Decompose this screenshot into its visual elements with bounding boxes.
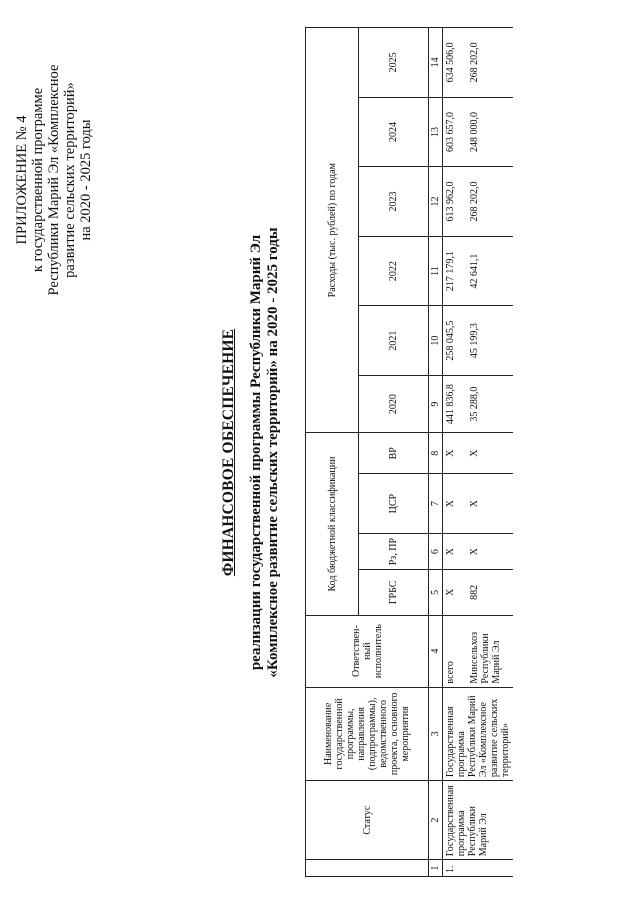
header-grbs: ГРБС	[359, 570, 429, 616]
header-csr: ЦСР	[359, 474, 429, 534]
header-row-1	[306, 28, 359, 877]
row-value: 634 506,0	[443, 28, 468, 98]
header-year: 2025	[359, 28, 429, 98]
header-executor: Ответствен-ный исполнитель	[306, 615, 429, 687]
header-rz-pr: Рз, ПР	[359, 534, 429, 570]
header-expenses: Расходы (тыс. рублей) по годам	[306, 28, 359, 433]
row-value: 441 836,8	[443, 375, 468, 433]
row-value: 268 202,0	[467, 28, 513, 98]
annex-line-5: на 2020 - 2025 годы	[78, 119, 94, 241]
row-value: 35 288,0	[467, 375, 513, 433]
row-grbs: 882	[467, 570, 513, 616]
column-number: 13	[429, 97, 443, 167]
row-value: 268 202,0	[467, 167, 513, 237]
header-year: 2021	[359, 306, 429, 376]
header-year: 2023	[359, 167, 429, 237]
row-rz-pr: Х	[467, 534, 513, 570]
document-subtitle-line-2: «Комплексное развитие сельских территорий» на 2020 - 2025 годы	[265, 227, 281, 678]
row-value: 45 199,3	[467, 306, 513, 376]
table-row	[443, 28, 468, 877]
row-grbs: Х	[443, 570, 468, 616]
column-number: 3	[429, 687, 443, 781]
column-number: 2	[429, 781, 443, 860]
column-number: 12	[429, 167, 443, 237]
column-number: 14	[429, 28, 443, 98]
column-number-row	[429, 28, 443, 877]
header-year: 2020	[359, 375, 429, 433]
row-vr: Х	[467, 433, 513, 474]
header-year: 2022	[359, 236, 429, 306]
column-number: 1	[429, 860, 443, 877]
column-number: 6	[429, 534, 443, 570]
annex-block	[14, 30, 94, 330]
document-title: ФИНАНСОВОЕ ОБЕСПЕЧЕНИЕ	[220, 328, 237, 577]
row-csr: Х	[467, 474, 513, 534]
column-number: 9	[429, 375, 443, 433]
row-value: 248 000,0	[467, 97, 513, 167]
row-status: Государственная программа Республики Марий Эл	[443, 781, 514, 860]
row-csr: Х	[443, 474, 468, 534]
header-name: Наименование государственной программы, направления (подпрограммы), ведомственного проекта, основного мероприятия	[306, 687, 429, 781]
header-num-cell	[306, 860, 429, 877]
row-value: 258 045,5	[443, 306, 468, 376]
funding-table	[305, 27, 513, 877]
document-subtitle-line-1: реализации государственной программы Республики Марий Эл	[248, 234, 264, 671]
row-value: 42 641,1	[467, 236, 513, 306]
header-status: Статус	[306, 781, 429, 860]
column-number: 11	[429, 236, 443, 306]
column-number: 7	[429, 474, 443, 534]
row-vr: Х	[443, 433, 468, 474]
column-number: 4	[429, 615, 443, 687]
row-value: 217 179,1	[443, 236, 468, 306]
annex-line-1: ПРИЛОЖЕНИЕ № 4	[14, 115, 30, 245]
annex-line-2: к государственной программе	[30, 87, 46, 273]
header-budget-code: Код бюджетной классификации	[306, 433, 359, 615]
row-value: 613 962,0	[443, 167, 468, 237]
annex-line-3: Республики Марий Эл «Комплексное	[46, 64, 62, 296]
row-executor: всего	[443, 615, 468, 687]
row-rz-pr: Х	[443, 534, 468, 570]
row-program-name: Государственная программа Республики Марий Эл «Комплексное развитие сельских территорий»	[443, 687, 514, 781]
annex-line-4: развитие сельских территорий»	[62, 82, 78, 278]
column-number: 5	[429, 570, 443, 616]
column-number: 8	[429, 433, 443, 474]
header-vr: ВР	[359, 433, 429, 474]
column-number: 10	[429, 306, 443, 376]
row-value: 603 657,0	[443, 97, 468, 167]
header-year: 2024	[359, 97, 429, 167]
row-executor: Минсельхоз Республики Марий Эл	[467, 615, 513, 687]
row-number: 1.	[443, 860, 514, 877]
